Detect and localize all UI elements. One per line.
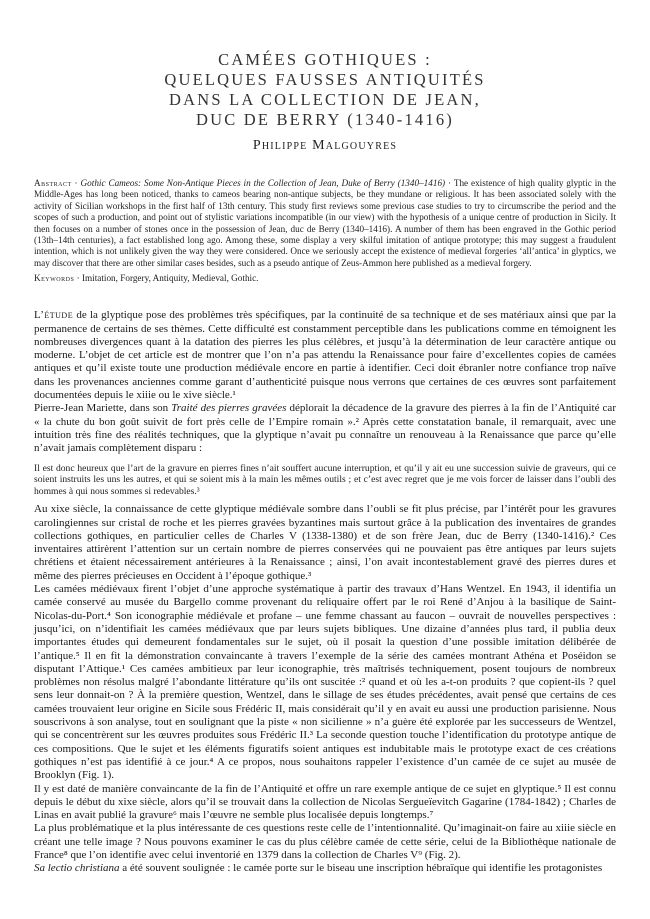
title-line: CAMÉES GOTHIQUES : (218, 50, 432, 69)
book-title: Traité des pierres gravées (171, 402, 287, 415)
keywords-text: · Imitation, Forgery, Antiquity, Medieval, Gothic. (74, 273, 259, 284)
paragraph-text: a été souvent soulignée : le camée porte sur le biseau une inscription hébraïque qui identifie les protagonistes (119, 862, 603, 875)
paragraph: Il y est daté de manière convaincante de la fin de l’Antiquité et offre un rare exemple antique de ce sujet en glyptique.⁵ Il est connu depuis le début du xixe siècle, alors qu’il se trouvait dans la collection de Nicolas Sergueïevitch Gagarine (1784-1842) ; Charles de Linas en avait publié la gravure⁶ mais l’œuvre ne semble plus localisée depuis longtemps.⁷ (34, 782, 616, 822)
paragraph (34, 402, 616, 455)
abstract-text: · The existence of high quality glyptic in the Middle-Ages has long been noticed, thanks to cameos bearing non-antique subjects, be they mundane or religious. It has been associated solely with the activity of Sicilian workshops in the first half of 13th century. This study first reviews some previous case studies to try to circumscribe the period and the scopes of such a production, and point out of stylistic variations incompatible (in our view) with the hypothesis of a unique centre of production in Sicily. It then focuses on a number of stones once in the possession of Jean, duc de Berry (1340–1416). A number of them has been engraved in the Gothic period (13th–14th centuries), a fact established long ago. Among these, some display a very skilful imitation of antique prototype; this may suggest a fraudulent intention, which is not unlikely given the way they were considered. Once we seriously accept the existence of medieval forgeries ‘all’antica’ in glyptics, we may discover that there are other similar cases besides, such as a pseudo antique of Zeus-Ammon here published as a medieval forgery. (34, 178, 617, 268)
keywords-block (34, 273, 616, 283)
article-body (34, 309, 616, 875)
abstract-label: Abstract (34, 178, 72, 188)
drop-lead: L’étude (34, 309, 74, 322)
author-name: Philippe Malgouyres (252, 138, 398, 153)
block-quote: Il est donc heureux que l’art de la gravure en pierres fines n’ait souffert aucune interruption, et qu’il y ait eu une succession suivie de graveurs, qui ce soient instruits les uns les autres, et qui se soient mis à la main les mêmes outils ; et c’est avec regret que je me vois forcer de laisser dans l’oubli des hommes à qui nous sommes si redevables.³ (34, 462, 616, 497)
paragraph-text: de la glyptique pose des problèmes très spécifiques, par la continuité de sa technique et de ses matériaux ainsi que par la permanence de certains de ses thèmes. Cette difficulté est constamment perceptible dans les publications comme en témoignent les nombreuses divergences quant à la datation des pierres les plus célèbres, et jusqu’à la détermination de leur caractère antique ou moderne. L’objet de cet article est de montrer que l’on n’a pas attendu la Renaissance pour faire d’excellentes copies de camées antiques et qu’il existe toute une production médiévale encore en partie à identifier. Ceci doit ébranler notre confiance trop naïve dans les provenances anciennes comme garant d’authenticité puisque nous verrons que certaines de ces œuvres sont parfaitement documentées depuis le xiiie ou le xive siècle.¹ (34, 309, 616, 402)
abstract-separator: · (71, 178, 81, 188)
title-line: DUC DE BERRY (1340-1416) (196, 110, 454, 129)
article-page (34, 50, 616, 876)
title-line: DANS LA COLLECTION DE JEAN, (169, 90, 481, 109)
abstract-english-title: Gothic Cameos: Some Non-Antique Pieces in the Collection of Jean, Duke of Berry (1340–1416) (80, 178, 446, 188)
keywords-label: Keywords (34, 273, 75, 284)
article-title (34, 50, 616, 130)
paragraph-text: déplorait la décadence de la gravure des pierres à la fin de l’Antiquité car « la chute du bon goût suivit de fort près celle de l’Empire romain ».² Après cette constatation banale, il remarquait, avec une intuition très fine des réalités techniques, que la glyptique n’avait pu connaître un renouveau à la Renaissance que parce qu’elle n’avait jamais complètement disparu : (34, 402, 616, 455)
paragraph: Les camées médiévaux firent l’objet d’une approche systématique à partir des travaux d’Hans Wentzel. En 1943, il identifia un camée conservé au musée du Bargello comme provenant du reliquaire offert par le roi René d’Anjou à la basilique de Saint-Nicolas-du-Port.⁴ Son iconographie médiévale et profane – une femme chassant au faucon – ouvrait de nouvelles perspectives : jusqu’ici, on n’identifiait les camées médiévaux que par leurs sujets bibliques. Une dizaine d’années plus tard, il publia deux importantes études qui demeurent fondamentales sur le sujet, où il posait la question d’une possible imitation délibérée de l’antique.⁵ Il en fit la démonstration convaincante à travers l’exemple de la série des camées montrant Athéna et Poséidon se disputant l’Attique.¹ Ces camées ambitieux par leur iconographie, très maîtrisés techniquement, posent toujours de nombreux problèmes non résolus malgré l’abondante littérature qu’ils ont suscitée :² quand et où les a-t-on produits ? que copient-ils ? quel sens leur donnait-on ? À la première question, Wentzel, dans le sillage de ses études précédentes, avait pensé que certains de ces camées trouvaient leur origine en Sicile sous Frédéric II, mais considérait qu’il y en avait eu aussi une production parisienne. Nous souscrivons à son analyse, tout en soulignant que la piste « non sicilienne » n’a guère été explorée par les successeurs de Wentzel, qui se concentrèrent sur les œuvres produites sous Frédéric II.³ La seconde question touche l’identification du prototype antique de ces compositions. Que le sujet et les éléments figuratifs soient antiques est indubitable mais le prototype exact de ces créations gothiques n’est pas identifié à ce jour.⁴ A ce propos, nous souhaitons rappeler l’existence d’un camée de ce sujet au musée de Brooklyn (Fig. 1). (34, 583, 616, 782)
italic-phrase: Sa lectio christiana (34, 862, 120, 875)
paragraph-text: Pierre-Jean Mariette, dans son (34, 402, 172, 415)
abstract-block (34, 178, 616, 269)
paragraph: La plus problématique et la plus intéressante de ces questions reste celle de l’intentionnalité. Qu’imaginait-on faire au xiiie siècle en créant une telle image ? Nous pouvons examiner le cas du plus célèbre camée de cette série, celui de la Bibliothèque nationale de France⁸ que l’on identifie avec celui inventorié en 1379 dans la collection de Charles V⁹ (Fig. 2). (34, 822, 616, 862)
paragraph (34, 862, 616, 875)
paragraph: Au xixe siècle, la connaissance de cette glyptique médiévale sombre dans l’oubli se fit plus précise, par l’intérêt pour les gravures carolingiennes sur cristal de roche et les pierres gravées byzantines mais surtout grâce à la publication des inventaires de grandes collections gothiques, en particulier celles de Charles V (1338-1380) et de son frère Jean, duc de Berry (1340-1416).² Ces inventaires attirèrent l’attention sur un certain nombre de pierres conservées qui ne pouvaient pas être antiques par leurs sujets chrétiens et étaient nécessairement antérieures à la Renaissance ; ainsi, l’on avait incontestablement gravé des pierres dures et même des pierres précieuses en Occident à l’époque gothique.³ (34, 503, 616, 582)
paragraph (34, 309, 616, 402)
title-line: QUELQUES FAUSSES ANTIQUITÉS (164, 70, 486, 89)
